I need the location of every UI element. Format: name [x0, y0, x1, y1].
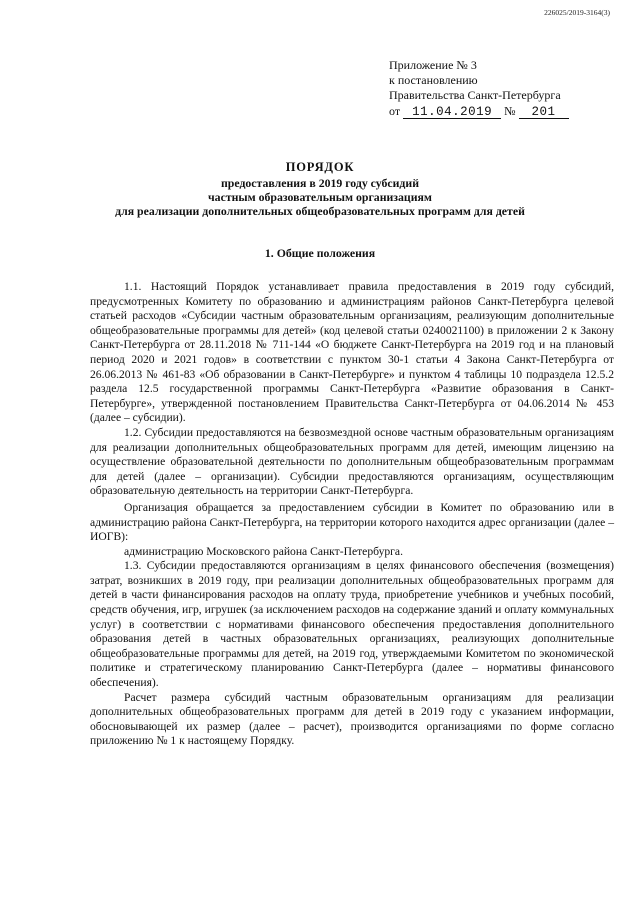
appendix-line-1: Приложение № 3 [389, 58, 477, 72]
appendix-block [389, 58, 569, 119]
document-id: 226025/2019-3164(3) [544, 8, 610, 17]
title-line-2: частным образовательным организациям [208, 190, 432, 204]
title-main: ПОРЯДОК [285, 160, 355, 174]
section-heading: 1. Общие положения [264, 246, 376, 260]
paragraph-1-2: 1.2. Субсидии предоставляются на безвозмездной основе частным образовательным организациям для реализации дополнительных общеобразовательных программ для детей, имеющим лицензию на осуществление образовательной деятельности по дополнительным общеобразовательным программам для детей (далее – организации). Субсидии предоставляются организациям, осуществляющим образовательную деятельность на территории Санкт-Петербурга. [90, 425, 614, 498]
appendix-line-3: Правительства Санкт-Петербурга [389, 88, 561, 103]
appendix-line-2: к постановлению [389, 73, 478, 88]
appendix-date-line [389, 104, 569, 119]
decree-date: 11.04.2019 [403, 106, 501, 119]
paragraph-1-1: 1.1. Настоящий Порядок устанавливает правила предоставления в 2019 году субсидий, предусмотренных Комитету по образованию и администрациям районов Санкт-Петербурга целевой статьей расходов «Субсидии частным образовательным организациям, реализующим дополнительные общеобразовательные программы для детей» (код целевой статьи 0240021100) в приложении 2 к Закону Санкт-Петербурга от 28.11.2018 № 711-144 «О бюджете Санкт-Петербурга на 2019 год и на плановый период 2020 и 2021 годов» в соответствии с пунктом 30-1 статьи 4 Закона Санкт-Петербурга от 26.06.2013 № 461-83 «Об образовании в Санкт-Петербурге» и пунктом 4 таблицы 10 подраздела 12.5.2 раздела 12.5 государственной программы Санкт-Петербурга «Развитие образования в Санкт-Петербурге», утвержденной постановлением Правительства Санкт-Петербурга от 04.06.2014 № 453 (далее – субсидии). [90, 280, 614, 425]
document-body [90, 280, 614, 749]
title-line-1: предоставления в 2019 году субсидий [221, 176, 419, 190]
paragraph-administration: администрацию Московского района Санкт-Петербурга. [124, 544, 403, 558]
title-line-3: для реализации дополнительных общеобразовательных программ для детей [115, 204, 525, 218]
paragraph-1-3: 1.3. Субсидии предоставляются организациям в целях финансового обеспечения (возмещения) затрат, возникших в 2019 году, при реализации дополнительных общеобразовательных программ для детей в части финансирования расходов на оплату труда, приобретение учебников и учебных пособий, средств обучения, игр, игрушек (за исключением расходов на содержание зданий и оплату коммунальных услуг) в соответствии с нормативами финансового обеспечения предоставления дополнительного образования детей в частных образовательных организациях, реализующих дополнительные общеобразовательные программы для детей, на 2019 год, утверждаемыми Комитетом по экономической политике и стратегическому планированию Санкт-Петербурга (далее – нормативы финансового обеспечения). [90, 559, 614, 690]
document-title [0, 160, 640, 218]
from-label: от [389, 103, 401, 118]
paragraph-calculation: Расчет размера субсидий частным образовательным организациям для реализации дополнительных общеобразовательных программ для детей в 2019 году с указанием информации, обосновывающей их размер (далее – расчет), производится организациями по форме согласно приложению № 1 к настоящему Порядку. [90, 690, 614, 748]
paragraph-organization: Организация обращается за предоставлением субсидии в Комитет по образованию или в администрацию района Санкт-Петербурга, на территории которого находится адрес организации (далее – ИОГВ): [90, 500, 614, 544]
decree-number: 201 [519, 106, 569, 119]
number-label: № [504, 103, 516, 118]
